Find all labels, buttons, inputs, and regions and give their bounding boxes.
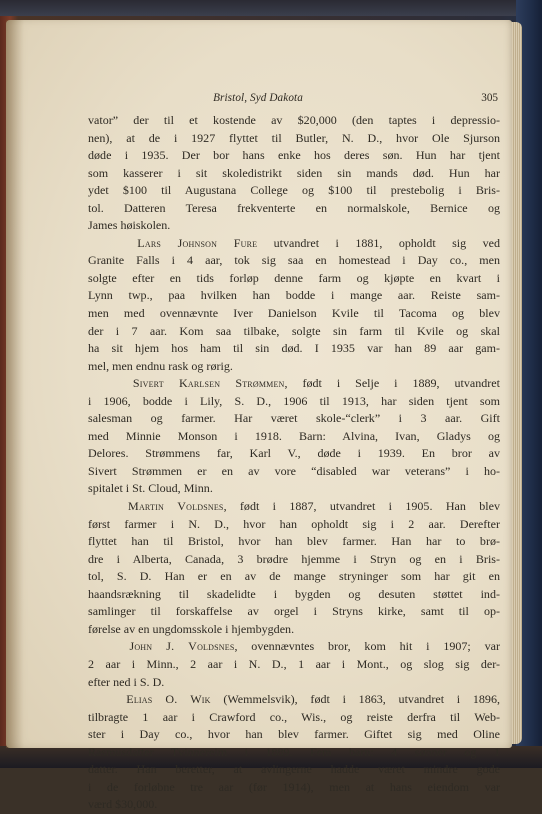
- text-line: Lynn twp., paa hvilken han bodde i mange aar. Reiste sam-: [88, 288, 500, 303]
- text-line: ster i Day co., hvor han blev farmer. Giftet sig med Oline: [88, 727, 500, 742]
- text-line: flyttet han til Bristol, hvor han blev farmer. Han har to brø-: [88, 534, 500, 549]
- text-line: Sivert Strømmen er en av vore “disabled war veterans” i ho-: [88, 463, 500, 478]
- text-line: tilbragte 1 aar i Crawford co., Wis., og reiste derfra til Web-: [88, 709, 500, 724]
- text-line: efter ned i S. D.: [88, 674, 165, 689]
- text-line: førelse av en ungdomsskole i hjembygden.: [88, 621, 295, 636]
- text-line: samlinger til forskaffelse av orgel i Stryns kirke, samt til op-: [88, 604, 500, 619]
- body-text: [88, 112, 500, 814]
- text-line: spitalet i St. Cloud, Minn.: [88, 481, 213, 496]
- text-line: men med ovennævnte Iver Danielson Kvile til Tacoma og blev: [88, 306, 500, 321]
- text-line: Martin Voldsnes, født i 1887, utvandret i 1905. Han blev: [128, 499, 500, 514]
- text-line: nen), at de i 1927 flyttet til Butler, N. D., hvor Ole Sjurson: [88, 130, 500, 145]
- text-line: salesman og farmer. Har været skole-“clerk” i 3 aar. Gift: [88, 411, 500, 426]
- person-name: Lars Johnson Fure: [137, 235, 258, 250]
- person-name: Sivert Karlsen Strømmen: [132, 376, 285, 391]
- text-line: Delores. Strømmens far, Karl V., døde i 1939. En bror av: [88, 446, 500, 461]
- text-line: 2 aar i Minn., 2 aar i N. D., 1 aar i Mont., og slog sig der-: [88, 656, 500, 671]
- text-line: mel, men endnu rask og rørig.: [88, 358, 233, 373]
- text-line: døde i 1935. Der bor hans enke hos deres søn. Hun har tjent: [88, 148, 500, 163]
- text-line: haandsrækning til skadelidte i bygden og desuten støttet ind-: [88, 586, 500, 601]
- text-line: Granite Falls i 4 aar, tok sig saa en homestead i Day co., men: [88, 253, 500, 268]
- text-line: ydet $100 til Augustana College og $100 til prestebolig i Bris-: [88, 183, 500, 198]
- text-line: dre i Alberta, Canada, 3 brødre hjemme i Stryn og en i Bris-: [88, 551, 500, 566]
- person-name: John J. Voldsnes: [129, 639, 235, 654]
- text-line: Lars Johnson Fure utvandret i 1881, opholdt sig ved: [137, 235, 500, 250]
- text-line: som kasserer i sit skoledistrikt siden sin mands død. Hun har: [88, 165, 500, 180]
- text-line: først farmer i N. D., hvor han opholdt sig i 2 aar. Derefter: [88, 516, 500, 531]
- text-line: datter. Han beretter, at avlingerne hadde været mindre gode: [88, 762, 500, 777]
- paragraph: [88, 498, 500, 638]
- paragraph: [88, 375, 500, 498]
- text-line: vator” der til et kostende av $20,000 (den taptes i depressio-: [88, 113, 500, 127]
- page-header: [88, 92, 500, 108]
- running-title: Bristol, Syd Dakota: [213, 92, 303, 104]
- book-cover-top: [0, 0, 542, 16]
- text-line: ha sit hjem hos ham til sin død. I 1935 var han 89 aar gam-: [88, 341, 500, 356]
- page-number: 305: [481, 92, 498, 104]
- person-name: Elias O. Wik: [126, 692, 211, 707]
- text-line: Sivert Karlsen Strømmen, født i Selje i 1889, utvandret: [132, 376, 500, 391]
- person-name: Martin Voldsnes: [128, 499, 224, 514]
- text-line: der i 7 aar. Kom saa tilbake, solgte sin farm til Kvile og skal: [88, 323, 500, 338]
- text-line: Rasmusdatter Tvinnereim i 1889. Fem barn: 4 sønner og 1: [88, 744, 500, 759]
- text-line: tol. Datteren Teresa frekventerte en normalskole, Bernice og: [88, 200, 500, 215]
- text-line: værd $30,000.: [88, 797, 158, 812]
- text-line: James høiskolen.: [88, 218, 171, 233]
- text-line: solgte efter en tids forløp denne farm og kjøpte en kvart i: [88, 270, 500, 285]
- paragraph: [88, 112, 500, 235]
- text-line: John J. Voldsnes, ovennævntes bror, kom hit i 1907; var: [129, 639, 500, 654]
- text-line: tol, S. D. Han er en av de mange stryninger som har git en: [88, 569, 500, 584]
- paragraph: [88, 691, 500, 814]
- text-line: Elias O. Wik (Wemmelsvik), født i 1863, utvandret i 1896,: [126, 692, 500, 707]
- paragraph: [88, 638, 500, 691]
- text-line: i de forløbne tre aar (før 1914), men at hans eiendom var: [88, 779, 500, 794]
- text-line: med Minnie Monson i 1918. Barn: Alvina, Ivan, Gladys og: [88, 428, 500, 443]
- paragraph: [88, 235, 500, 375]
- text-line: i 1906, bodde i Lily, S. D., 1906 til 1913, har siden tjent som: [88, 393, 500, 408]
